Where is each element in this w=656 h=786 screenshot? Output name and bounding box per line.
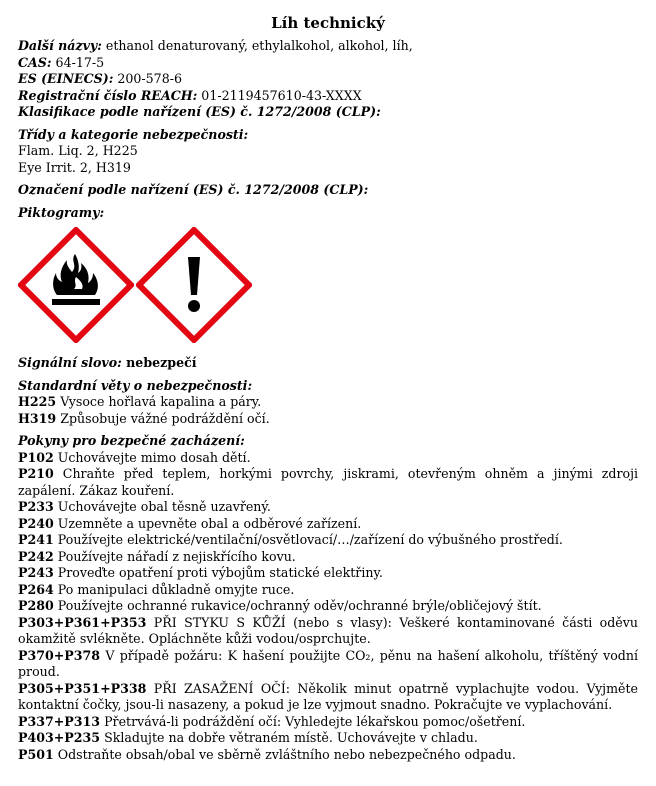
p-statement bbox=[18, 516, 638, 533]
p-text: Používejte ochranné rukavice/ochranný oděv/ochranné brýle/obličejový štít. bbox=[53, 598, 542, 613]
exclamation-mark-icon bbox=[136, 227, 252, 343]
h-code: H225 bbox=[18, 394, 57, 409]
labelling-block bbox=[18, 182, 638, 199]
p-statement bbox=[18, 549, 638, 566]
p-text: Přetrvává-li podráždění očí: Vyhledejte lékařskou pomoc/ošetření. bbox=[100, 713, 526, 729]
classification-label: Klasifikace podle nařízení (ES) č. 1272/2008 (CLP): bbox=[18, 104, 381, 119]
p-statement bbox=[18, 598, 638, 615]
hazard-class-item: Eye Irrit. 2, H319 bbox=[18, 159, 131, 175]
pictograms-label: Piktogramy: bbox=[18, 204, 105, 220]
flame-icon bbox=[18, 227, 134, 343]
reach-label: Registrační číslo REACH: bbox=[18, 87, 198, 103]
p-text: Uzemněte a upevněte obal a odběrové zařízení. bbox=[53, 515, 362, 531]
hazard-classes-heading bbox=[18, 127, 638, 144]
es-value: 200-578-6 bbox=[113, 71, 182, 86]
p-statement bbox=[18, 499, 638, 516]
p-code: P242 bbox=[18, 548, 54, 564]
p-text: Chraňte před teplem, horkými povrchy, jiskrami, otevřeným ohněm a jinými zdroji zapálení. Zákaz kouření. bbox=[18, 466, 638, 498]
other-names-value: ethanol denaturovaný, ethylalkohol, alkohol, líh, bbox=[101, 38, 413, 53]
identity-block bbox=[18, 38, 638, 121]
p-statement bbox=[18, 730, 638, 747]
p-code: P280 bbox=[18, 598, 54, 613]
p-text: PŘI ZASAŽENÍ OČÍ: Několik minut opatrně vyplachujte vodou. Vyjměte kontaktní čočky, jsou-li nasazeny, a pokud je lze vyjmout snadno. Pokračujte ve vyplachování. bbox=[18, 680, 638, 712]
h-statement bbox=[18, 411, 638, 428]
signal-label: Signální slovo: bbox=[18, 355, 122, 370]
p-statement bbox=[18, 532, 638, 549]
classification-heading bbox=[18, 104, 638, 121]
es-label: ES (EINECS): bbox=[18, 71, 114, 86]
p-statements-heading bbox=[18, 433, 638, 450]
p-text: Skladujte na dobře větraném místě. Uchovávejte v chladu. bbox=[100, 730, 478, 745]
cas-label: CAS: bbox=[18, 54, 52, 70]
p-code: P264 bbox=[18, 581, 54, 597]
other-names-row bbox=[18, 38, 638, 55]
p-code: P233 bbox=[18, 499, 54, 514]
hazard-classes-label: Třídy a kategorie nebezpečnosti: bbox=[18, 126, 249, 142]
h-statements-block bbox=[18, 378, 638, 428]
p-statement bbox=[18, 450, 638, 467]
reach-row bbox=[18, 88, 638, 105]
p-code: P370+P378 bbox=[18, 647, 101, 663]
p-text: Odstraňte obsah/obal ve sběrně zvláštního nebo nebezpečného odpadu. bbox=[53, 746, 516, 762]
other-names-label: Další názvy: bbox=[18, 38, 102, 53]
pictogram-row bbox=[18, 227, 638, 349]
p-code: P102 bbox=[18, 449, 54, 465]
p-text: PŘI STYKU S KŮŽÍ (nebo s vlasy): Veškeré kontaminované části oděvu okamžitě svlékněte. Opláchněte kůži vodou/osprchujte. bbox=[18, 614, 638, 646]
p-statement bbox=[18, 582, 638, 599]
h-text: Vysoce hořlavá kapalina a páry. bbox=[56, 394, 262, 409]
p-text: Používejte elektrické/ventilační/osvětlovací/…/zařízení do výbušného prostředí. bbox=[53, 532, 563, 547]
p-statements-block bbox=[18, 433, 638, 763]
h-text: Způsobuje vážné podráždění očí. bbox=[56, 410, 270, 426]
hazard-class-item: Flam. Liq. 2, H225 bbox=[18, 143, 138, 158]
p-statement bbox=[18, 681, 638, 714]
h-statements-label: Standardní věty o nebezpečnosti: bbox=[18, 377, 253, 393]
p-code: P501 bbox=[18, 746, 54, 762]
h-statements-heading bbox=[18, 378, 638, 395]
reach-value: 01-2119457610-43-XXXX bbox=[197, 87, 362, 103]
p-code: P241 bbox=[18, 532, 54, 547]
p-statement bbox=[18, 747, 638, 764]
p-text: Proveďte opatření proti výbojům statické elektřiny. bbox=[53, 565, 383, 580]
p-statement bbox=[18, 565, 638, 582]
cas-value: 64-17-5 bbox=[51, 54, 105, 70]
es-row bbox=[18, 71, 638, 88]
labelling-label: Označení podle nařízení (ES) č. 1272/2008 (CLP): bbox=[18, 182, 369, 197]
p-text: Uchovávejte mimo dosah dětí. bbox=[53, 449, 251, 465]
cas-row bbox=[18, 55, 638, 72]
p-statement bbox=[18, 714, 638, 731]
p-code: P403+P235 bbox=[18, 730, 101, 745]
p-code: P337+P313 bbox=[18, 713, 101, 729]
p-code: P210 bbox=[18, 466, 54, 481]
p-statements-label: Pokyny pro bezpečné zacházení: bbox=[18, 433, 245, 448]
signal-row bbox=[18, 355, 638, 372]
signal-block bbox=[18, 355, 638, 372]
p-text: Používejte nářadí z nejiskřícího kovu. bbox=[53, 548, 296, 564]
h-code: H319 bbox=[18, 410, 57, 426]
p-text: Uchovávejte obal těsně uzavřený. bbox=[53, 499, 271, 514]
p-statement bbox=[18, 466, 638, 499]
pictograms-heading bbox=[18, 205, 638, 222]
p-code: P240 bbox=[18, 515, 54, 531]
page-title: Líh technický bbox=[271, 14, 385, 32]
labelling-heading bbox=[18, 182, 638, 199]
p-statement bbox=[18, 648, 638, 681]
p-code: P243 bbox=[18, 565, 54, 580]
h-statement bbox=[18, 394, 638, 411]
signal-value: nebezpečí bbox=[121, 355, 197, 370]
hazard-classes-block bbox=[18, 127, 638, 177]
p-code: P305+P351+P338 bbox=[18, 680, 147, 696]
p-code: P303+P361+P353 bbox=[18, 614, 147, 630]
p-text: Po manipulaci důkladně omyjte ruce. bbox=[53, 581, 295, 597]
pictograms-block bbox=[18, 205, 638, 350]
p-statement bbox=[18, 615, 638, 648]
p-text: V případě požáru: K hašení použijte CO₂, pěnu na hašení alkoholu, tříštěný vodní proud. bbox=[18, 647, 638, 679]
